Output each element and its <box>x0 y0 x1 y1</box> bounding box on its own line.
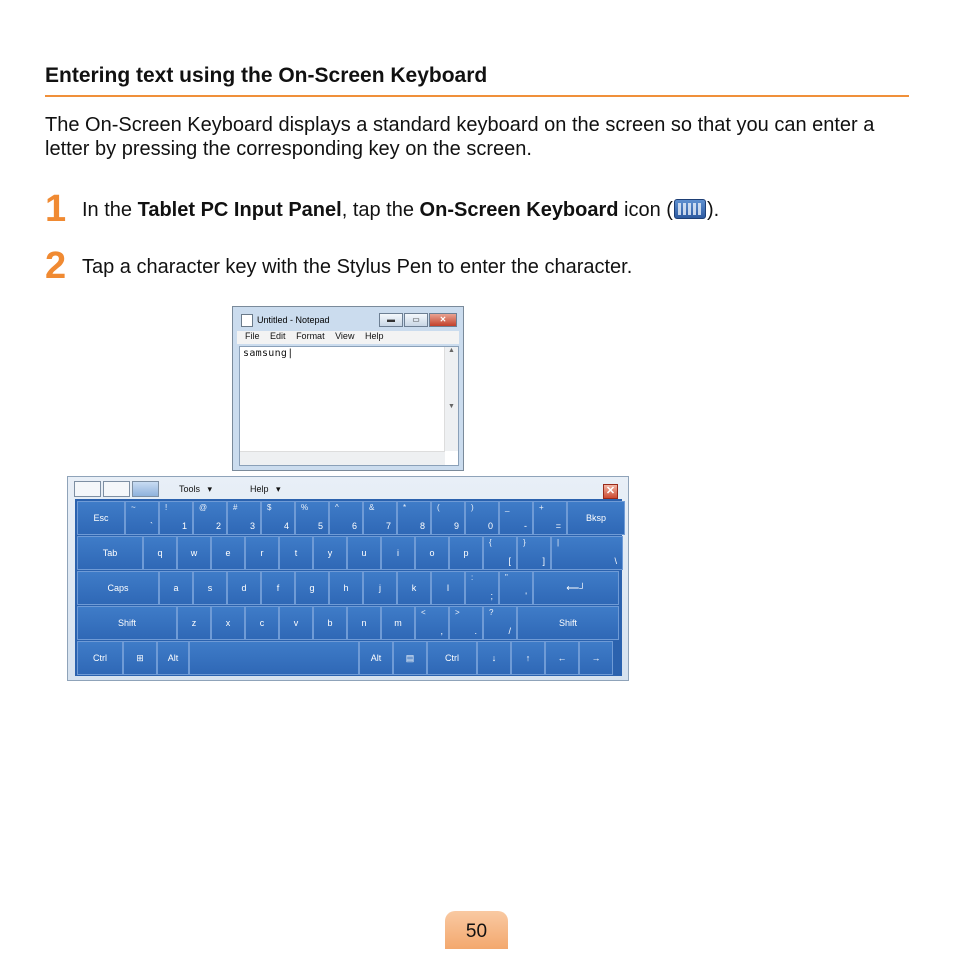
key-shift-label: < <box>421 608 426 617</box>
key-shift-label: " <box>505 573 508 582</box>
key-label: l <box>447 583 449 593</box>
key-base-label: \ <box>614 556 617 566</box>
key-3[interactable] <box>227 501 261 535</box>
key-c[interactable] <box>245 606 279 640</box>
key-base-label: - <box>524 521 527 531</box>
key-tab[interactable] <box>77 536 143 570</box>
key-down[interactable] <box>477 641 511 675</box>
key-base-label: ' <box>525 591 527 601</box>
key-label: ← <box>557 653 567 663</box>
window-controls <box>378 313 457 327</box>
key-label: j <box>379 583 381 593</box>
key-esc[interactable] <box>77 501 125 535</box>
key-base-label: ` <box>150 521 153 531</box>
on-screen-keyboard-icon <box>674 199 706 219</box>
key-p[interactable] <box>449 536 483 570</box>
section-heading: Entering text using the On-Screen Keyboard <box>45 64 488 87</box>
character-pad-mode-icon[interactable] <box>103 481 130 497</box>
step-2-number: 2 <box>45 245 67 287</box>
key-tilde[interactable] <box>125 501 159 535</box>
key-shift-label: ) <box>471 503 474 512</box>
key-win[interactable] <box>123 641 157 675</box>
notepad-content: samsung| <box>243 348 294 359</box>
key-label: ↓ <box>491 653 497 663</box>
key-lalt[interactable] <box>157 641 189 675</box>
key-base-label: . <box>474 626 477 636</box>
key-label: s <box>207 583 213 593</box>
key-label: Ctrl <box>445 653 459 663</box>
step-1-number: 1 <box>45 188 67 230</box>
key-label: ↑ <box>525 653 531 663</box>
key-label: a <box>173 583 179 593</box>
key-ralt[interactable] <box>359 641 393 675</box>
key-label: i <box>397 548 399 558</box>
key-label: ⟵┘ <box>566 582 586 593</box>
key-y[interactable] <box>313 536 347 570</box>
key-u[interactable] <box>347 536 381 570</box>
key-label: f <box>276 583 280 593</box>
key-label: ⊞ <box>136 652 144 663</box>
key-backslash[interactable] <box>551 536 623 570</box>
key-base-label: 2 <box>215 521 221 531</box>
menu-file[interactable]: File <box>245 331 260 341</box>
key-lbracket[interactable] <box>483 536 517 570</box>
key-f[interactable] <box>261 571 295 605</box>
key-label <box>190 642 358 674</box>
key-base-label: 9 <box>453 521 459 531</box>
key-base-label: ; <box>490 591 493 601</box>
key-x[interactable] <box>211 606 245 640</box>
key-9[interactable] <box>431 501 465 535</box>
horizontal-scrollbar[interactable] <box>240 451 445 465</box>
key-base-label: [ <box>508 556 511 566</box>
key-t[interactable] <box>279 536 313 570</box>
keyboard-mode-icon[interactable] <box>132 481 159 497</box>
key-label: q <box>157 548 163 558</box>
key-a[interactable] <box>159 571 193 605</box>
keyboard-toolbar <box>74 481 624 498</box>
key-r[interactable] <box>245 536 279 570</box>
key-comma[interactable] <box>415 606 449 640</box>
key-base-label: 3 <box>249 521 255 531</box>
key-s[interactable] <box>193 571 227 605</box>
key-up[interactable] <box>511 641 545 675</box>
key-shift-label: * <box>403 503 407 512</box>
key-shift-label: & <box>369 503 375 512</box>
help-menu[interactable]: Help ▾ <box>250 484 281 494</box>
writing-pad-mode-icon[interactable] <box>74 481 101 497</box>
key-shift-label: + <box>539 503 544 512</box>
key-label: n <box>361 618 367 628</box>
key-label: p <box>463 548 469 558</box>
key-bksp[interactable] <box>567 501 625 535</box>
menu-help[interactable]: Help <box>364 331 384 341</box>
key-rctrl[interactable] <box>427 641 477 675</box>
key-lshift[interactable] <box>77 606 177 640</box>
key-app[interactable] <box>393 641 427 675</box>
key-shift-label: _ <box>505 503 510 512</box>
menu-format[interactable]: Format <box>296 331 325 341</box>
heading-rule <box>45 95 909 97</box>
key-n[interactable] <box>347 606 381 640</box>
vertical-scrollbar[interactable]: ▲ ▼ <box>444 347 458 451</box>
key-shift-label: ^ <box>335 503 339 512</box>
key-period[interactable] <box>449 606 483 640</box>
key-base-label: 0 <box>487 521 493 531</box>
notepad-menubar <box>237 331 459 344</box>
key-j[interactable] <box>363 571 397 605</box>
key-o[interactable] <box>415 536 449 570</box>
menu-edit[interactable]: Edit <box>270 331 286 341</box>
key-shift-label: $ <box>267 503 272 512</box>
key-w[interactable] <box>177 536 211 570</box>
key-b[interactable] <box>313 606 347 640</box>
key-label: y <box>327 548 333 558</box>
key-base-label: , <box>440 626 443 636</box>
step-1-text: In the Tablet PC Input Panel, tap the On-Screen Keyboard icon ( ). <box>82 199 720 221</box>
key-label: c <box>259 618 265 628</box>
key-shift-label: % <box>301 503 309 512</box>
close-icon[interactable]: ✕ <box>603 484 618 499</box>
key-label: Caps <box>107 583 129 593</box>
key-quote[interactable] <box>499 571 533 605</box>
key-label: w <box>190 548 198 558</box>
page-number: 50 <box>445 911 508 949</box>
key-enter[interactable] <box>533 571 619 605</box>
key-rshift[interactable] <box>517 606 619 640</box>
key-shift-label: ( <box>437 503 440 512</box>
key-label: Esc <box>93 513 109 523</box>
key-label: h <box>343 583 349 593</box>
key-6[interactable] <box>329 501 363 535</box>
close-icon[interactable]: ✕ <box>429 313 457 327</box>
key-i[interactable] <box>381 536 415 570</box>
key-right[interactable] <box>579 641 613 675</box>
menu-view[interactable]: View <box>335 331 355 341</box>
key-h[interactable] <box>329 571 363 605</box>
minimize-icon[interactable]: ▬ <box>379 313 403 327</box>
notepad-text-area[interactable] <box>239 346 459 466</box>
key-v[interactable] <box>279 606 313 640</box>
key-label: v <box>293 618 299 628</box>
key-label: g <box>309 583 315 593</box>
key-base-label: / <box>508 626 511 636</box>
key-caps[interactable] <box>77 571 159 605</box>
key-space[interactable] <box>189 641 359 675</box>
key-k[interactable] <box>397 571 431 605</box>
key-equals[interactable] <box>533 501 567 535</box>
key-label: Tab <box>102 548 118 558</box>
key-label: o <box>429 548 435 558</box>
key-base-label: 7 <box>385 521 391 531</box>
step-2-text: Tap a character key with the Stylus Pen to enter the character. <box>82 256 633 278</box>
key-shift-label: ~ <box>131 503 136 512</box>
key-slash[interactable] <box>483 606 517 640</box>
key-shift-label: } <box>523 538 526 547</box>
key-base-label: 8 <box>419 521 425 531</box>
key-4[interactable] <box>261 501 295 535</box>
key-q[interactable] <box>143 536 177 570</box>
key-minus[interactable] <box>499 501 533 535</box>
key-8[interactable] <box>397 501 431 535</box>
key-label: u <box>361 548 367 558</box>
key-base-label: 4 <box>283 521 289 531</box>
key-z[interactable] <box>177 606 211 640</box>
key-rbracket[interactable] <box>517 536 551 570</box>
key-label: x <box>225 618 231 628</box>
key-2[interactable] <box>193 501 227 535</box>
keyboard-keys <box>75 499 622 676</box>
key-label: Shift <box>558 618 577 628</box>
on-screen-keyboard-panel <box>67 476 629 681</box>
key-label: Shift <box>117 618 136 628</box>
tools-menu[interactable]: Tools ▾ <box>179 484 213 494</box>
key-label: t <box>294 548 298 558</box>
notepad-app-icon <box>241 314 253 327</box>
key-base-label: ] <box>542 556 545 566</box>
maximize-icon[interactable]: ▭ <box>404 313 428 327</box>
key-l[interactable] <box>431 571 465 605</box>
key-label: z <box>191 618 197 628</box>
notepad-window <box>232 306 464 471</box>
key-label: Bksp <box>585 513 606 523</box>
key-label: k <box>411 583 417 593</box>
key-label: Ctrl <box>93 653 107 663</box>
key-label: r <box>260 548 264 558</box>
key-shift-label: | <box>557 538 560 547</box>
key-shift-label: > <box>455 608 460 617</box>
key-label: d <box>241 583 247 593</box>
key-base-label: 1 <box>181 521 187 531</box>
intro-paragraph: The On-Screen Keyboard displays a standard keyboard on the screen so that you can enter a letter by pressing the corresponding key on the screen. <box>45 114 875 160</box>
key-e[interactable] <box>211 536 245 570</box>
key-g[interactable] <box>295 571 329 605</box>
key-7[interactable] <box>363 501 397 535</box>
key-m[interactable] <box>381 606 415 640</box>
key-shift-label: ? <box>489 608 494 617</box>
key-shift-label: : <box>471 573 474 582</box>
key-base-label: = <box>555 521 561 531</box>
key-label: → <box>591 653 601 663</box>
key-d[interactable] <box>227 571 261 605</box>
key-label: ▤ <box>405 652 415 663</box>
key-5[interactable] <box>295 501 329 535</box>
key-label: m <box>394 618 402 628</box>
key-label: b <box>327 618 333 628</box>
key-label: Alt <box>370 653 382 663</box>
key-base-label: 5 <box>317 521 323 531</box>
key-semicolon[interactable] <box>465 571 499 605</box>
key-shift-label: { <box>489 538 492 547</box>
key-lctrl[interactable] <box>77 641 123 675</box>
key-0[interactable] <box>465 501 499 535</box>
key-1[interactable] <box>159 501 193 535</box>
key-label: e <box>225 548 231 558</box>
notepad-title: Untitled - Notepad <box>257 315 330 325</box>
key-shift-label: @ <box>199 503 208 512</box>
key-left[interactable] <box>545 641 579 675</box>
key-label: Alt <box>167 653 179 663</box>
key-shift-label: # <box>233 503 238 512</box>
key-shift-label: ! <box>165 503 168 512</box>
key-base-label: 6 <box>351 521 357 531</box>
